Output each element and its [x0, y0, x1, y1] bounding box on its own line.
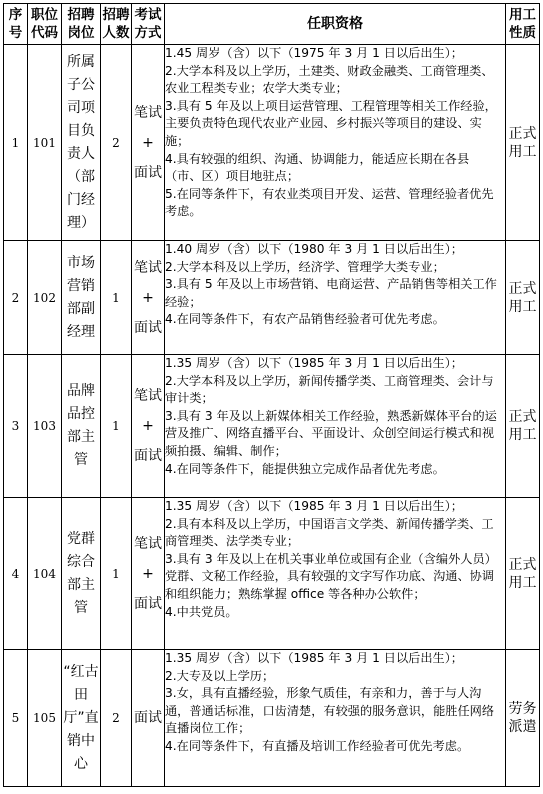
cell-code: 103 — [28, 355, 62, 498]
header-nature: 用工性质 — [506, 4, 540, 45]
table-row — [4, 355, 540, 498]
exam-method: 笔试 — [134, 259, 162, 276]
table-row — [4, 241, 540, 355]
cell-code: 104 — [28, 498, 62, 650]
cell-position: 所属子公司项目负责人（部门经理） — [62, 45, 101, 241]
requirement-item: 2.大专及以上学历； — [165, 668, 275, 683]
exam-method: 笔试 — [134, 388, 162, 404]
cell-exam — [132, 498, 165, 650]
header-position: 招聘岗位 — [62, 4, 101, 45]
cell-code: 105 — [28, 650, 62, 787]
requirement-item: 1.45 周岁（含）以下（1975 年 3 月 1 日以后出生）； — [165, 46, 463, 60]
cell-exam — [132, 650, 165, 787]
requirement-item: 2.大学本科及以上学历，新闻传播学类、工商管理类、会计与审计类； — [165, 373, 494, 406]
cell-exam — [132, 355, 165, 498]
requirement-item: 2.大学本科及以上学历，土建类、财政金融类、工商管理类、农业工程类专业；农学大类专业； — [165, 63, 494, 96]
cell-position: 市场营销部副经理 — [62, 241, 101, 355]
requirement-item: 2.具有本科及以上学历，中国语言文学类、新闻传播学类、工商管理类、法学类专业； — [165, 516, 494, 549]
cell-exam — [132, 45, 165, 241]
recruitment-table — [3, 3, 540, 787]
table-row — [4, 650, 540, 787]
exam-method: 面试 — [134, 595, 162, 612]
cell-count: 2 — [101, 650, 132, 787]
cell-position: 党群综合部主管 — [62, 498, 101, 650]
cell-position: 品牌品控部主管 — [62, 355, 101, 498]
table-body — [4, 45, 540, 787]
cell-nature: 正式用工 — [506, 241, 540, 355]
cell-requirements — [165, 355, 506, 498]
cell-count: 1 — [101, 498, 132, 650]
cell-requirements — [165, 650, 506, 787]
header-requirements: 任职资格 — [165, 4, 506, 45]
header-seq: 序号 — [4, 4, 28, 45]
requirement-item: 1.35 周岁（含）以下（1985 年 3 月 1 日以后出生）； — [165, 651, 463, 665]
exam-method: 面试 — [134, 710, 162, 726]
header-code: 职位代码 — [28, 4, 62, 45]
exam-method: 笔试 — [134, 535, 162, 552]
cell-nature: 正式用工 — [506, 355, 540, 498]
exam-plus: + — [142, 418, 154, 434]
requirement-item: 2.大学本科及以上学历，经济学、管理学大类专业； — [165, 259, 445, 274]
requirement-item: 5.在同等条件下，有农业类项目开发、运营、管理经验者优先考虑。 — [165, 186, 494, 219]
cell-seq: 2 — [4, 241, 28, 355]
cell-nature: 正式用工 — [506, 498, 540, 650]
table-header — [4, 4, 540, 45]
exam-plus: + — [142, 134, 154, 151]
requirement-item: 4.中共党员。 — [165, 604, 238, 619]
requirement-item: 3.女，具有直播经验，形象气质佳，有亲和力，善于与人沟通，普通话标准，口齿清楚，有较强的服务意识，能胜任网络直播岗位工作； — [165, 686, 495, 736]
exam-method: 面试 — [134, 319, 162, 336]
requirement-item: 1.35 周岁（含）以下（1985 年 3 月 1 日以后出生）； — [165, 499, 463, 513]
cell-code: 102 — [28, 241, 62, 355]
requirement-item: 4.在同等条件下，能提供独立完成作品者优先考虑。 — [165, 461, 445, 476]
requirement-item: 4.具有较强的组织、沟通、协调能力，能适应长期在各县（市、区）项目地驻点； — [165, 151, 470, 184]
cell-seq: 3 — [4, 355, 28, 498]
table-row — [4, 498, 540, 650]
cell-count: 1 — [101, 355, 132, 498]
cell-requirements — [165, 241, 506, 355]
cell-nature: 劳务派遣 — [506, 650, 540, 787]
requirement-item: 3.具有 3 年及以上在机关事业单位或国有企业（含编外人员）党群、文秘工作经验，具有较强的文字写作功底、沟通、协调和组织能力；熟练掌握 office 等各种办公软件； — [165, 551, 497, 601]
cell-exam — [132, 241, 165, 355]
cell-count: 1 — [101, 241, 132, 355]
cell-seq: 1 — [4, 45, 28, 241]
cell-seq: 5 — [4, 650, 28, 787]
exam-method: 笔试 — [134, 104, 162, 121]
cell-nature: 正式用工 — [506, 45, 540, 241]
exam-plus: + — [142, 565, 154, 582]
requirement-item: 3.具有 3 年及以上新媒体相关工作经验，熟悉新媒体平台的运营及推广、网络直播平台、平面设计、众创空间运行模式和视频拍摄、编辑、制作； — [165, 408, 497, 458]
requirement-item: 1.35 周岁（含）以下（1985 年 3 月 1 日以后出生）； — [165, 356, 463, 370]
requirement-item: 4.在同等条件下，有农产品销售经验者可优先考虑。 — [165, 312, 445, 327]
table-row — [4, 45, 540, 241]
requirement-item: 3.具有 5 年及以上市场营销、电商运营、产品销售等相关工作经验； — [165, 277, 497, 309]
exam-method: 面试 — [134, 164, 162, 181]
cell-count: 2 — [101, 45, 132, 241]
cell-seq: 4 — [4, 498, 28, 650]
exam-plus: + — [142, 289, 154, 306]
header-exam: 考试方式 — [132, 4, 165, 45]
header-count: 招聘人数 — [101, 4, 132, 45]
exam-method: 面试 — [134, 448, 162, 464]
cell-requirements — [165, 45, 506, 241]
cell-code: 101 — [28, 45, 62, 241]
cell-position: “红古田厅”直销中心 — [62, 650, 101, 787]
cell-requirements — [165, 498, 506, 650]
requirement-item: 3.具有 5 年及以上项目运营管理、工程管理等相关工作经验，主要负责特色现代农业产业园、乡村振兴等项目的建设、实施； — [165, 98, 497, 148]
requirement-item: 4.在同等条件下，有直播及培训工作经验者可优先考虑。 — [165, 738, 470, 753]
requirement-item: 1.40 周岁（含）以下（1980 年 3 月 1 日以后出生）； — [165, 242, 463, 256]
